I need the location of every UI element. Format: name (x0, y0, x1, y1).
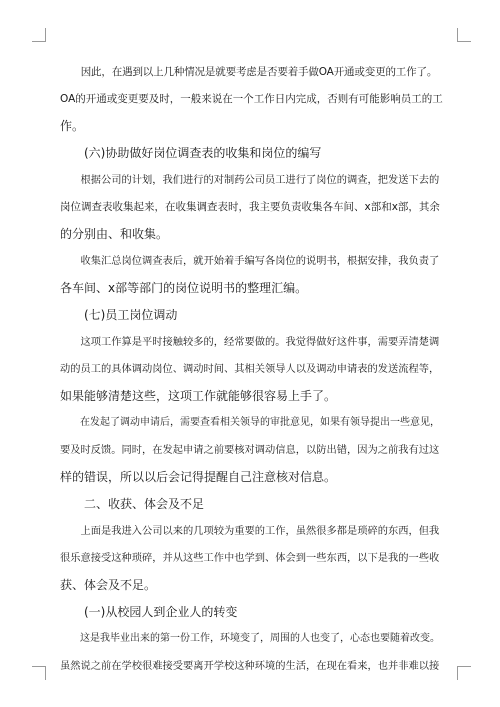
crop-mark-top-left-v (45, 28, 46, 42)
text-line: 要及时反馈。同时，在发起申请之前要核对调动信息，以防出错，因为之前我有过这 (60, 444, 440, 456)
text-line: 虽然说之前在学校很难接受要离开学校这种环境的生活，在现在看来，也并非难以接 (60, 660, 440, 672)
crop-mark-bottom-left-h (32, 666, 46, 667)
crop-mark-top-right-v (457, 28, 458, 42)
text-line: 收集汇总岗位调查表后，就开始着手编写各岗位的说明书，根据安排，我负责了 (60, 255, 440, 267)
crop-mark-top-right-h (457, 41, 471, 42)
text-line: 的分别由、和收集。 (60, 227, 169, 241)
text-line: 这项工作算是平时接触较多的，经常要做的。我觉得做好这件事，需要弄清楚调 (60, 336, 440, 348)
text-line: 如果能够清楚这些，这项工作就能够很容易上手了。 (60, 389, 337, 403)
text-line: 根据公司的计划，我们进行的对制药公司员工进行了岗位的调查，把发送下去的 (60, 174, 440, 186)
text-line: 动的员工的具体调动岗位、调动时间、其相关领导人以及调动申请表的发送流程等， (60, 363, 440, 375)
text-line: 在发起了调动申请后，需要查看相关领导的审批意见，如果有领导提出一些意见， (60, 417, 440, 428)
text-line: 样的错误，所以以后会记得提醒自己注意核对信息。 (60, 470, 337, 484)
text-line: OA的开通或变更要及时，一般来说在一个工作日内完成，否则有可能影响员工的工 (60, 93, 443, 105)
document-body (60, 64, 444, 674)
crop-mark-bottom-right-v (457, 666, 458, 680)
section-heading: (一)从校园人到企业人的转变 (60, 605, 238, 619)
text-line: 各车间、x部等部门的岗位说明书的整理汇编。 (60, 281, 308, 295)
crop-mark-bottom-right-h (457, 666, 471, 667)
text-line: 岗位调查表收集起来，在收集调查表时，我主要负责收集各车间、x部和x部，其余 (60, 201, 440, 213)
crop-mark-bottom-left-v (45, 666, 46, 680)
text-line: 上面是我进入公司以来的几项较为重要的工作，虽然很多都是琐碎的东西，但我 (60, 525, 440, 537)
text-line: 很乐意接受这种琐碎，并从这些工作中也学到、体会到一些东西，以下是我的一些收 (60, 552, 440, 564)
section-heading: (七)员工岗位调动 (60, 308, 178, 322)
text-line: 因此，在遇到以上几种情况是就要考虑是否要着手做OA开通或变更的工作了。 (60, 66, 438, 78)
text-line: 这是我毕业出来的第一份工作，环境变了，周围的人也变了，心态也要随着改变。 (60, 633, 440, 644)
section-heading: 二、收获、体会及不足 (60, 497, 205, 511)
crop-mark-top-left-h (32, 41, 46, 42)
text-line: 获、体会及不足。 (60, 578, 157, 592)
text-line: 作。 (60, 119, 85, 133)
section-heading: (六)协助做好岗位调查表的收集和岗位的编写 (60, 146, 322, 160)
